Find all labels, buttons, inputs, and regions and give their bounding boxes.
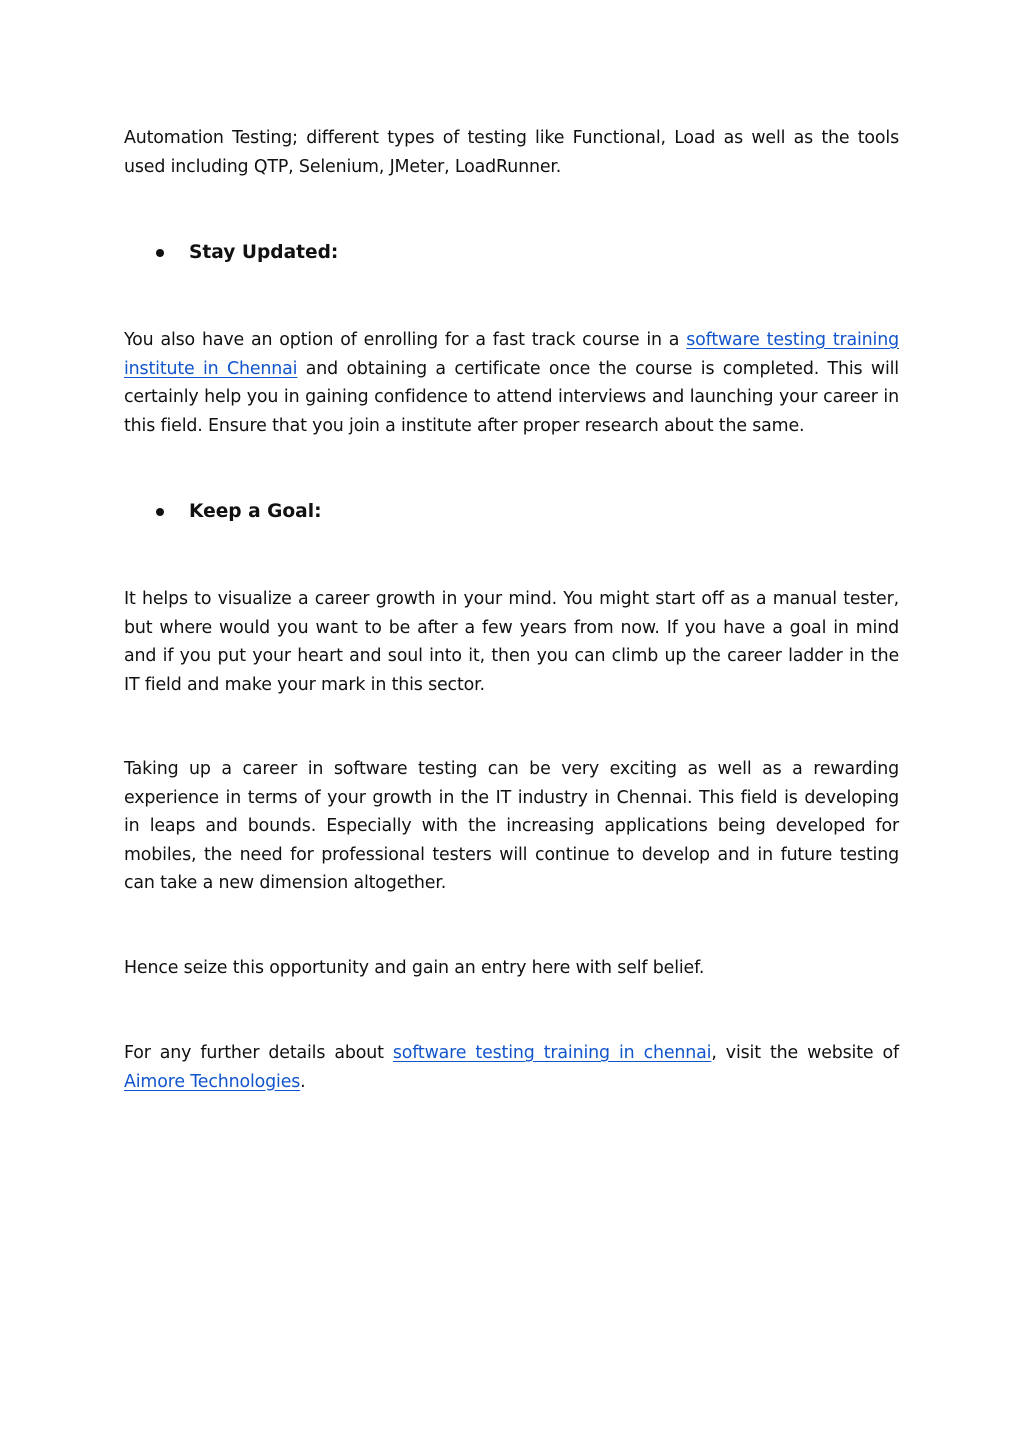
final-text-after: .: [300, 1071, 306, 1092]
software-testing-chennai-link[interactable]: software testing training in chennai: [392, 1043, 712, 1063]
bullet-icon: [156, 249, 164, 257]
intro-text: Automation Testing; different types of testing like Functional, Load as well as the tools used including QTP, Selenium, JMeter, LoadRunner.: [124, 128, 899, 177]
stay-updated-paragraph: [124, 326, 899, 440]
heading-stay-updated-label: Stay Updated:: [189, 242, 339, 263]
closing-text-1: Taking up a career in software testing can be very exciting as well as a rewarding experience in terms of your growth in the IT industry in Chennai. This field is developing in leaps and bounds. Especially with the increasing applications being developed for mobiles, the need for professional testers will continue to develop and in future testing can take a new dimension altogether.: [124, 759, 899, 893]
intro-paragraph: [124, 124, 899, 181]
final-text-between: , visit the website of: [711, 1043, 899, 1063]
stay-updated-text-before: You also have an option of enrolling for a fast track course in a: [124, 330, 687, 350]
closing-paragraph-2: [124, 954, 899, 983]
heading-keep-goal-label: Keep a Goal:: [189, 501, 322, 522]
closing-text-2: Hence seize this opportunity and gain an entry here with self belief.: [124, 958, 705, 978]
keep-goal-text: It helps to visualize a career growth in your mind. You might start off as a manual tester, but where would you want to be after a few years from now. If you have a goal in mind and if you put your heart and soul into it, then you can climb up the career ladder in the IT field and make your mark in this sector.: [124, 589, 899, 695]
heading-stay-updated: [152, 239, 338, 267]
closing-paragraph-1: [124, 755, 899, 898]
stay-updated-text-after: and obtaining a certificate once the course is completed. This will certainly help you in gaining confidence to attend interviews and launching your career in this field. Ensure that you join a institute after proper research about the same.: [124, 358, 899, 436]
final-text-before: For any further details about: [124, 1043, 393, 1063]
heading-keep-goal: [152, 498, 322, 526]
aimore-technologies-link[interactable]: Aimore Technologies: [124, 1071, 301, 1092]
keep-goal-paragraph: [124, 585, 899, 699]
software-testing-institute-link[interactable]: software testing training institute in Chennai: [124, 330, 899, 379]
final-paragraph: [124, 1039, 899, 1096]
bullet-icon: [156, 508, 164, 516]
